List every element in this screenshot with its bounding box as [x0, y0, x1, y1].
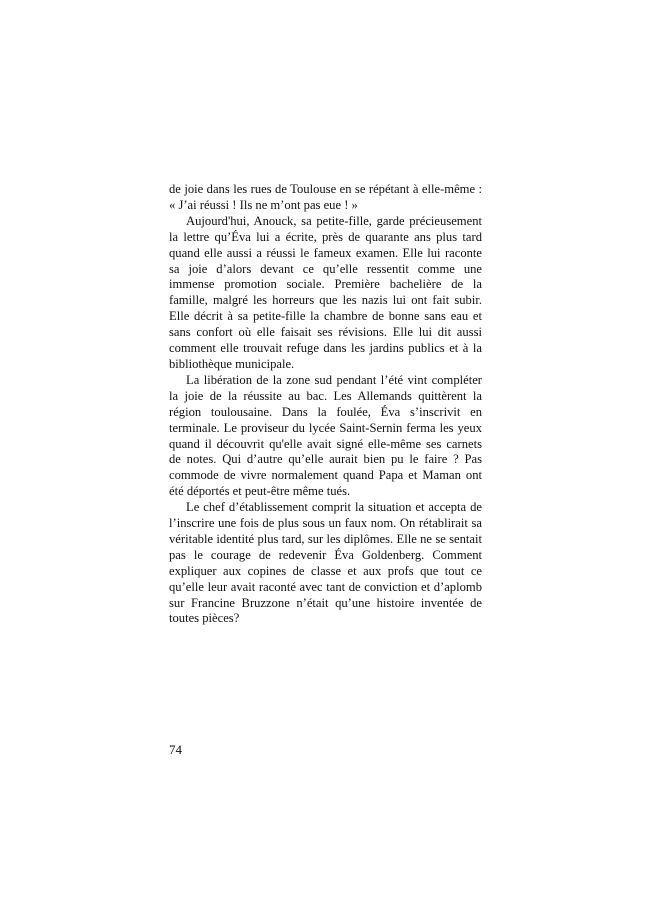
paragraph-continuation: de joie dans les rues de Toulouse en se répétant à elle-même : « J’ai réussi ! Ils ne m’ont pas eue ! » [169, 182, 482, 212]
page-number: 74 [169, 742, 182, 757]
paragraph-anouck-letter: Aujourd'hui, Anouck, sa petite-fille, garde précieusement la lettre qu’Éva lui a écrite, près de quarante ans plus tard quand elle aussi a réussi le fameux examen. Elle lui raconte sa joie d’alors devant ce qu’elle ressentit comme une immense promotion sociale. Première bachelière de la famille, malgré les horreurs que les nazis lui ont fait subir. Elle décrit à sa petite-fille la chambre de bonne sans eau et sans confort où elle faisait ses révisions. Elle lui dit aussi comment elle trouvait refuge dans les jardins publics et à la bibliothèque municipale. [169, 213, 482, 371]
body-text [169, 182, 482, 627]
paragraph-liberation: La libération de la zone sud pendant l’été vint compléter la joie de la réussite au bac. Les Allemands quittèrent la région toulousaine. Dans la foulée, Éva s’inscrivit en terminale. Le proviseur du lycée Saint-Sernin ferma les yeux quand il découvrit qu'elle avait signé elle-même ses carnets de notes. Qui d’autre qu’elle aurait bien pu le faire ? Pas commode de vivre normalement quand Papa et Maman ont été déportés et peut-être même tués. [169, 372, 482, 499]
paragraph-school-principal: Le chef d’établissement comprit la situation et accepta de l’inscrire une fois de plus sous un faux nom. On rétablirait sa véritable identité plus tard, sur les diplômes. Elle ne se sentait pas le courage de redevenir Éva Goldenberg. Comment expliquer aux copines de classe et aux profs que tout ce qu’elle leur avait raconté avec tant de conviction et d’aplomb sur Francine Bruzzone n’était qu’une histoire inventée de toutes pièces? [169, 500, 482, 626]
